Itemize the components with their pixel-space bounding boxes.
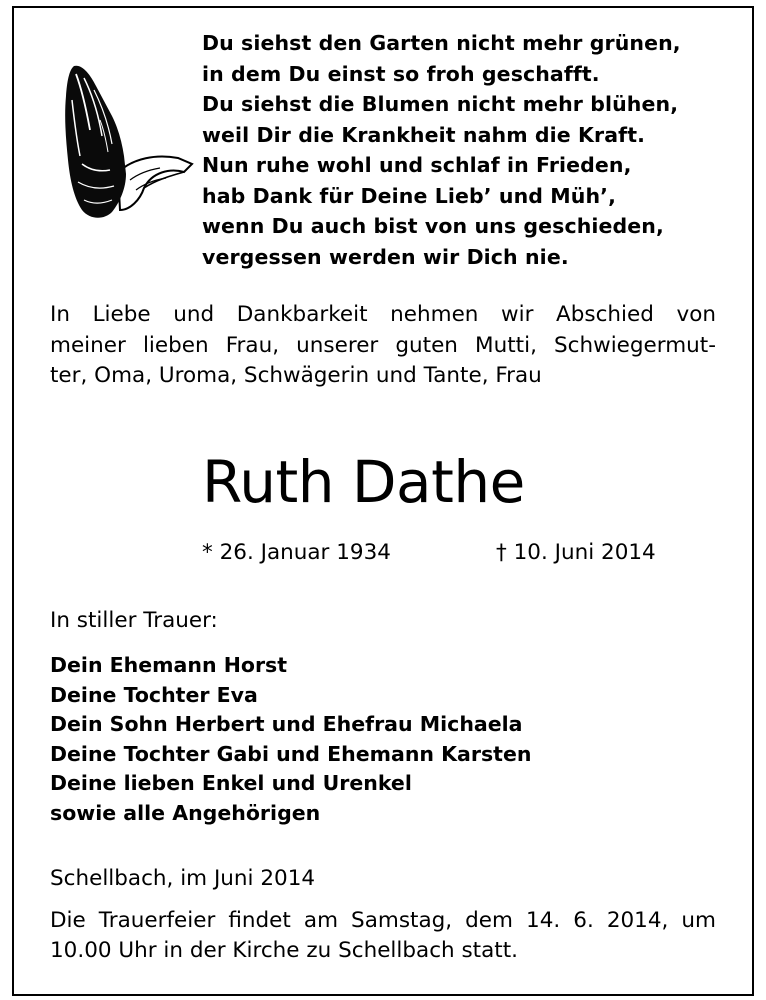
intro-line: In Liebe und Dankbarkeit nehmen wir Abschied von xyxy=(50,302,716,327)
verse-line: weil Dir die Krankheit nahm die Kraft. xyxy=(202,122,645,147)
verse-line: Du siehst die Blumen nicht mehr blühen, xyxy=(202,92,679,116)
verse-line: hab Dank für Deine Lieb’ und Müh’, xyxy=(202,183,616,208)
intro-line: ter, Oma, Uroma, Schwägerin und Tante, Frau xyxy=(50,363,542,388)
mourner: Deine lieben Enkel und Urenkel xyxy=(50,771,412,795)
verse xyxy=(202,28,722,272)
intro-line: meiner lieben Frau, unserer guten Mutti, Schwiegermut- xyxy=(50,332,716,358)
mourner: Deine Tochter Eva xyxy=(50,682,258,707)
verse-line: wenn Du auch bist von uns geschieden, xyxy=(202,214,664,238)
intro-text xyxy=(50,300,716,392)
mourners-list xyxy=(50,651,531,828)
mourner: Dein Sohn Herbert und Ehefrau Michaela xyxy=(50,712,523,736)
birth-date: * 26. Januar 1934 xyxy=(202,540,391,565)
verse-line: in dem Du einst so froh geschafft. xyxy=(202,61,600,86)
death-date: † 10. Juni 2014 xyxy=(496,540,656,565)
verse-line: Du siehst den Garten nicht mehr grünen, xyxy=(202,31,681,55)
funeral-line: Die Trauerfeier findet am Samstag, dem 14. 6. 2014, um xyxy=(50,908,716,933)
verse-line: Nun ruhe wohl und schlaf in Frieden, xyxy=(202,153,632,177)
praying-hands-icon xyxy=(60,60,196,230)
funeral-line: 10.00 Uhr in der Kirche zu Schellbach statt. xyxy=(50,938,518,963)
place-date: Schellbach, im Juni 2014 xyxy=(50,866,316,891)
mourner: Deine Tochter Gabi und Ehemann Karsten xyxy=(50,741,532,766)
deceased-name: Ruth Dathe xyxy=(202,448,525,516)
sorrow-heading: In stiller Trauer: xyxy=(50,608,218,633)
verse-line: vergessen werden wir Dich nie. xyxy=(202,244,569,269)
funeral-notice xyxy=(50,906,716,966)
obituary-frame xyxy=(12,6,754,996)
mourner: Dein Ehemann Horst xyxy=(50,653,288,677)
mourner: sowie alle Angehörigen xyxy=(50,800,321,825)
